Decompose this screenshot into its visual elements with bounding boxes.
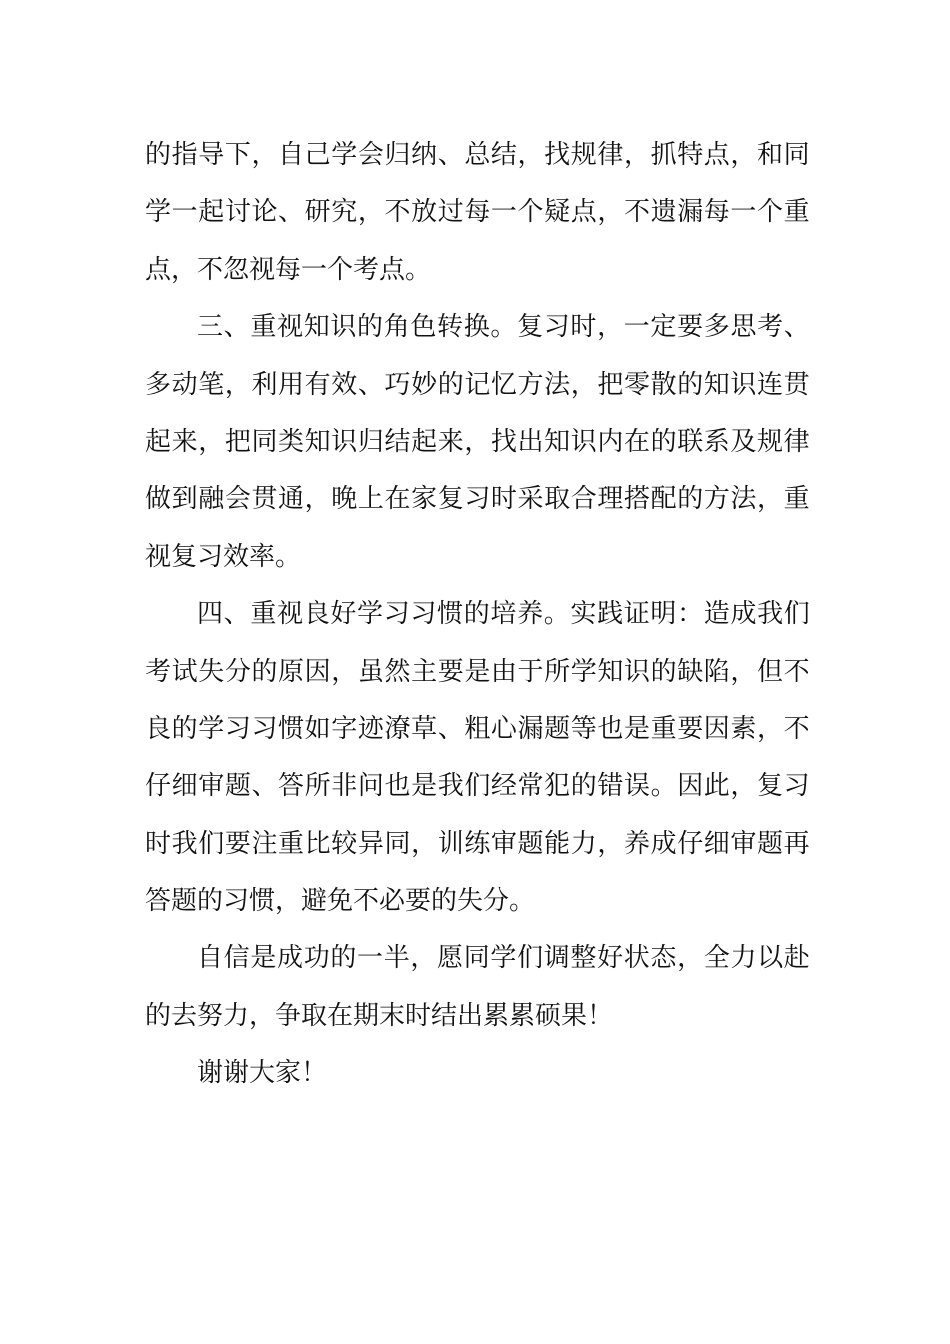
paragraph-4 xyxy=(145,930,810,1045)
text-line: 起 来 ， 把 同 类 知 识 归 结 起 来 ， 找 出 知 识 内 在 的 联 系 及 规 律 xyxy=(145,426,810,457)
text-line: 良 的 学 习 习 惯 如 字 迹 潦 草 、 粗 心 漏 题 等 也 是 重 要 因 素 ， 不 xyxy=(145,713,810,744)
text-line: 四 、 重 视 良 好 学 习 习 惯 的 培 养 。 实 践 证 明 ： 造 成 我 们 xyxy=(197,599,810,630)
text-line: 的 指 导 下 ， 自 己 学 会 归 纳 、 总 结 ， 找 规 律 ， 抓 特 点 ， 和 同 xyxy=(145,140,810,170)
text-line: 做 到 融 会 贯 通 ， 晚 上 在 家 复 习 时 采 取 合 理 搭 配 的 方 法 ， 重 xyxy=(145,484,810,515)
text-line: 的去努力，争取在期末时结出累累硕果！ xyxy=(145,1000,614,1031)
closing-line: 谢谢大家！ xyxy=(197,1058,328,1089)
text-line: 答题的习惯，避免不必要的失分。 xyxy=(145,886,536,917)
paragraph-3 xyxy=(145,586,810,930)
text-line: 考 试 失 分 的 原 因 ， 虽 然 主 要 是 由 于 所 学 知 识 的 缺 陷 ， 但 不 xyxy=(145,656,810,687)
text-line: 学 一 起 讨 论 、 研 究 ， 不 放 过 每 一 个 疑 点 ， 不 遗 漏 每 一 个 重 xyxy=(145,197,810,228)
paragraph-2 xyxy=(145,299,810,586)
text-line: 视复习效率。 xyxy=(145,541,302,572)
text-line: 点，不忽视每一个考点。 xyxy=(145,254,432,285)
text-line: 多 动 笔 ， 利 用 有 效 、 巧 妙 的 记 忆 方 法 ， 把 零 散 的 知 识 连 贯 xyxy=(145,369,810,400)
text-line: 仔 细 审 题 、 答 所 非 问 也 是 我 们 经 常 犯 的 错 误 。 因 此 ， 复 习 xyxy=(145,771,810,802)
text-line: 三 、 重 视 知 识 的 角 色 转 换 。 复 习 时 ， 一 定 要 多 思 考 、 xyxy=(197,312,810,343)
text-line: 时 我 们 要 注 重 比 较 异 同 ， 训 练 审 题 能 力 ， 养 成 仔 细 审 题 再 xyxy=(145,828,810,859)
document-body xyxy=(145,127,810,1103)
paragraph-1 xyxy=(145,127,810,299)
text-line: 自 信 是 成 功 的 一 半 ， 愿 同 学 们 调 整 好 状 态 ， 全 力 以 赴 xyxy=(197,943,810,974)
paragraph-5-closing xyxy=(145,1045,810,1102)
